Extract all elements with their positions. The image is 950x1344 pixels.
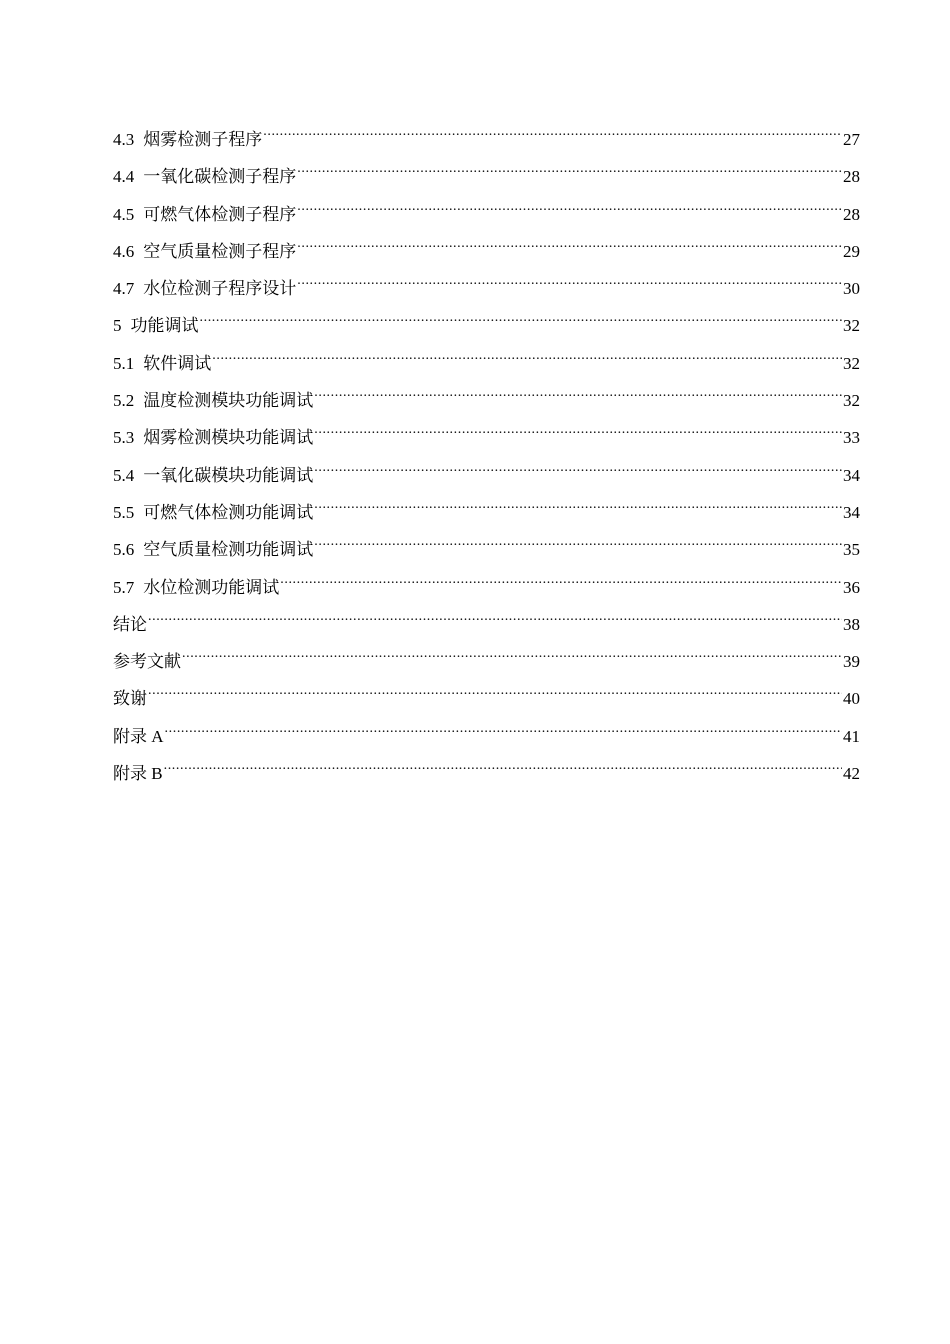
toc-entry-page: 34 [843, 502, 860, 522]
toc-entry-title: 附录 A [113, 726, 164, 746]
toc-dot-leader [200, 305, 843, 331]
toc-dot-leader [164, 753, 842, 779]
toc-entry-number: 4.3 [113, 130, 135, 149]
toc-entry-title: 空气质量检测功能调试 [143, 540, 314, 560]
toc-entry-number: 4.5 [113, 204, 135, 224]
toc-entry-page: 29 [843, 241, 860, 261]
toc-entry-title: 软件调试 [143, 353, 212, 373]
toc-entry-title: 可燃气体检测功能调试 [143, 502, 314, 522]
toc-entry-page: 36 [843, 577, 860, 597]
toc-entry-page: 30 [843, 279, 860, 299]
toc-entry-number: 5.5 [113, 502, 135, 522]
toc-entry[interactable] [113, 380, 860, 417]
toc-entry[interactable] [113, 156, 860, 193]
toc-dot-leader [212, 343, 842, 369]
toc-entry-page: 39 [843, 652, 860, 672]
toc-entry[interactable] [113, 417, 860, 454]
toc-dot-leader [314, 455, 842, 481]
toc-entry[interactable] [113, 119, 860, 156]
toc-dot-leader [314, 529, 842, 555]
table-of-contents [113, 119, 860, 790]
toc-entry[interactable] [113, 567, 860, 604]
toc-entry-page: 42 [843, 764, 860, 784]
toc-entry-title: 一氧化碳检测子程序 [143, 167, 297, 187]
toc-entry[interactable] [113, 305, 860, 342]
toc-entry-page: 35 [843, 540, 860, 560]
toc-dot-leader [297, 231, 842, 257]
toc-dot-leader [297, 194, 842, 220]
toc-entry-page: 41 [843, 726, 860, 746]
toc-entry[interactable] [113, 641, 860, 678]
toc-entry-title: 参考文献 [113, 652, 181, 672]
toc-entry-page: 28 [843, 204, 860, 224]
toc-entry[interactable] [113, 529, 860, 566]
toc-entry-title: 一氧化碳模块功能调试 [143, 465, 314, 485]
toc-entry-title: 水位检测功能调试 [143, 577, 280, 597]
toc-entry-title: 功能调试 [130, 316, 199, 336]
toc-entry-title: 空气质量检测子程序 [143, 241, 297, 261]
toc-entry-page: 28 [843, 167, 860, 187]
toc-dot-leader [148, 604, 842, 630]
toc-entry[interactable] [113, 492, 860, 529]
toc-dot-leader [297, 268, 842, 294]
toc-entry-title: 附录 B [113, 764, 163, 784]
toc-entry-number: 4.4 [113, 167, 135, 187]
toc-entry-page: 32 [843, 316, 860, 336]
toc-dot-leader [148, 678, 842, 704]
toc-entry[interactable] [113, 455, 860, 492]
toc-entry[interactable] [113, 753, 860, 790]
toc-dot-leader [297, 156, 842, 182]
toc-entry-title: 烟雾检测子程序 [143, 130, 263, 149]
toc-dot-leader [314, 492, 842, 518]
toc-entry-number: 5.3 [113, 428, 135, 448]
toc-entry-title: 可燃气体检测子程序 [143, 204, 297, 224]
toc-entry[interactable] [113, 604, 860, 641]
toc-entry-number: 5.6 [113, 540, 135, 560]
toc-entry[interactable] [113, 716, 860, 753]
toc-entry-page: 34 [843, 465, 860, 485]
toc-dot-leader [165, 716, 842, 742]
toc-entry-page: 33 [843, 428, 860, 448]
toc-entry-number: 5.7 [113, 577, 135, 597]
toc-entry[interactable] [113, 231, 860, 268]
toc-entry-number: 4.7 [113, 279, 135, 299]
toc-dot-leader [182, 641, 842, 667]
toc-entry-number: 5.1 [113, 353, 135, 373]
toc-entry-page: 40 [843, 689, 860, 709]
toc-entry-number: 4.6 [113, 241, 135, 261]
toc-entry-title: 致谢 [113, 689, 147, 709]
toc-entry-number: 5 [113, 316, 122, 336]
toc-entry-title: 烟雾检测模块功能调试 [143, 428, 314, 448]
toc-entry-number: 5.4 [113, 465, 135, 485]
toc-dot-leader [314, 380, 842, 406]
toc-entry-title: 水位检测子程序设计 [143, 279, 297, 299]
toc-entry-page: 27 [843, 130, 860, 149]
toc-entry[interactable] [113, 268, 860, 305]
toc-entry[interactable] [113, 678, 860, 715]
toc-entry[interactable] [113, 194, 860, 231]
toc-entry-title: 结论 [113, 614, 147, 634]
toc-entry-page: 32 [843, 353, 860, 373]
toc-entry[interactable] [113, 343, 860, 380]
toc-entry-number: 5.2 [113, 391, 135, 411]
toc-entry-page: 32 [843, 391, 860, 411]
toc-entry-title: 温度检测模块功能调试 [143, 391, 314, 411]
toc-entry-page: 38 [843, 614, 860, 634]
toc-dot-leader [263, 119, 842, 145]
toc-dot-leader [314, 417, 842, 443]
toc-dot-leader [280, 567, 842, 593]
